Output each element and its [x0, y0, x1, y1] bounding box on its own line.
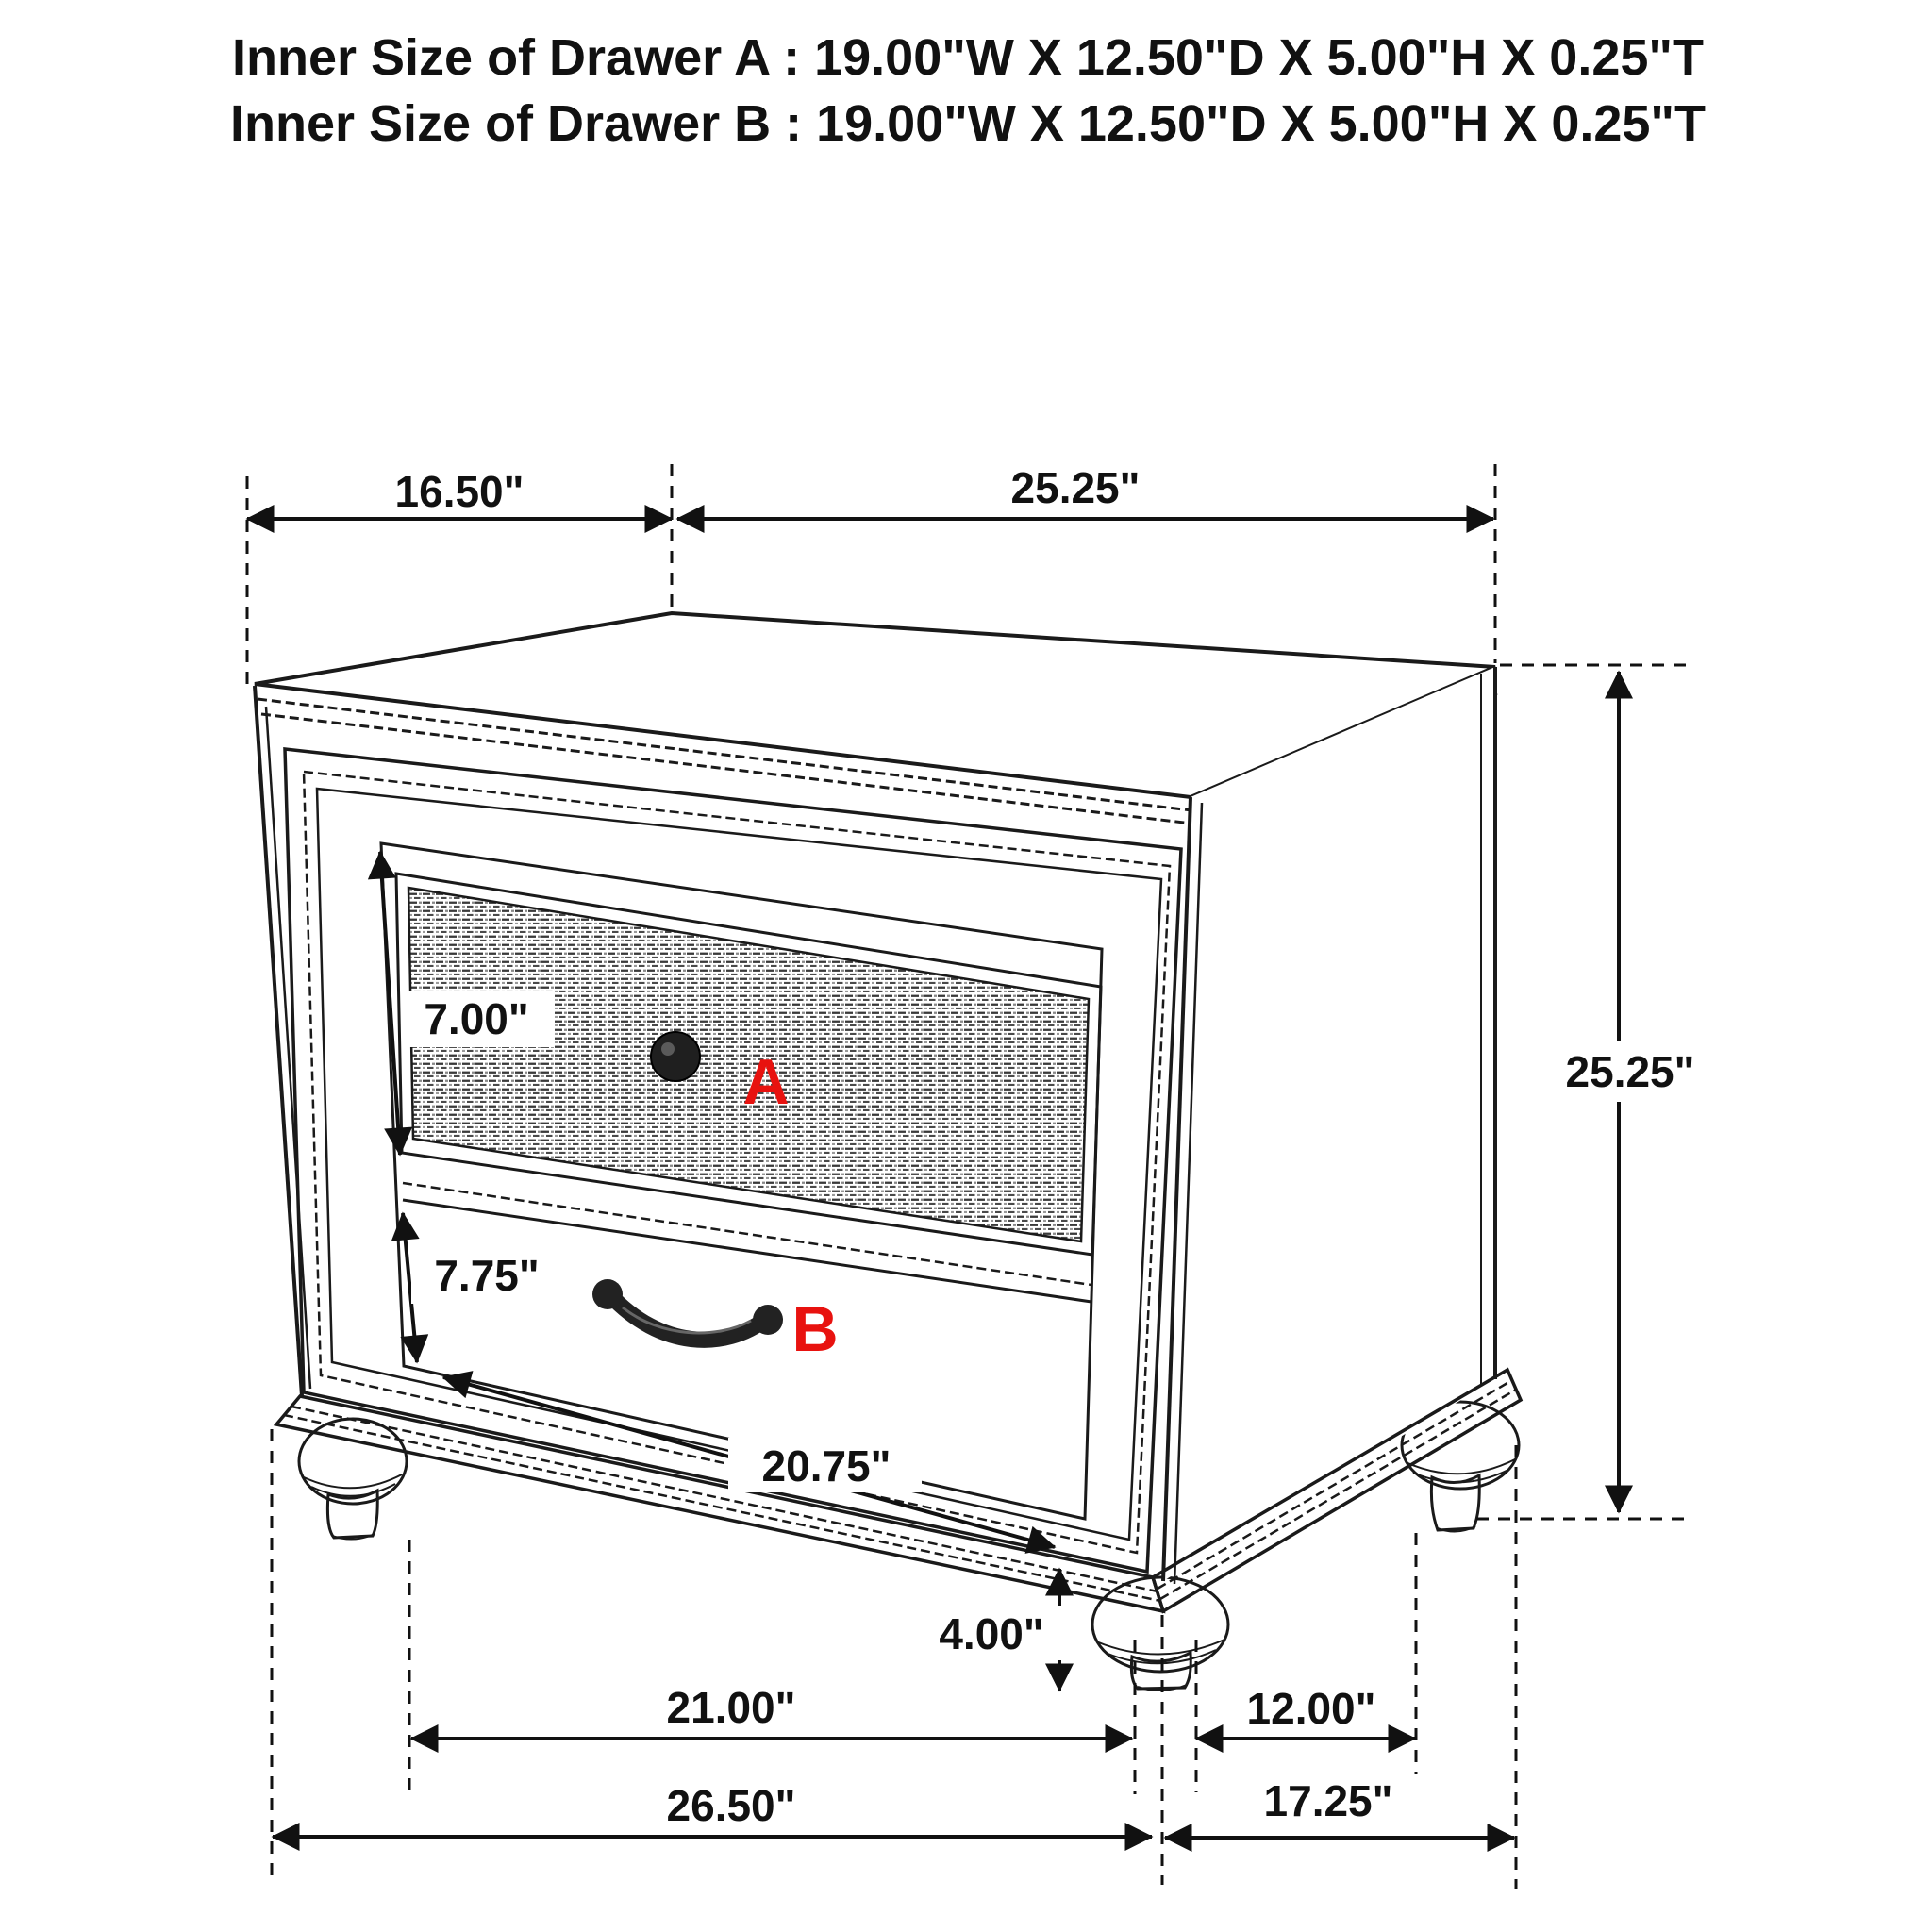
leg-front-left	[299, 1419, 407, 1540]
dim-label-leg-height: 4.00"	[939, 1609, 1044, 1658]
drawer-b-label: B	[791, 1293, 839, 1365]
dim-label-top-left: 16.50"	[394, 467, 525, 516]
dim-label-drawer-b-width: 20.75"	[761, 1441, 891, 1491]
dim-label-bottom-side-inner: 12.00"	[1246, 1684, 1376, 1733]
dim-label-top-right: 25.25"	[1010, 463, 1141, 512]
base-molding-front	[276, 1396, 1163, 1611]
dim-label-drawer-a-height: 7.00"	[424, 994, 529, 1043]
drawer-a-knob-icon	[651, 1032, 700, 1081]
dim-label-drawer-b-height: 7.75"	[434, 1251, 540, 1300]
title-line-1: Inner Size of Drawer A : 19.00"W X 12.50"D X 5.00"H X 0.25"T	[231, 29, 1705, 86]
drawer-a-knob-highlight	[661, 1042, 675, 1056]
leg-front-right	[1092, 1577, 1228, 1690]
dim-label-right-height: 25.25"	[1565, 1047, 1695, 1096]
dim-label-bottom-front-inner: 21.00"	[666, 1683, 796, 1732]
drawer-a-label: A	[742, 1046, 790, 1118]
drawer-b-handle-icon	[592, 1279, 783, 1340]
title-line-2: Inner Size of Drawer B : 19.00"W X 12.50"D X 5.00"H X 0.25"T	[229, 95, 1707, 152]
dim-label-bottom-side-overall: 17.25"	[1263, 1776, 1393, 1825]
dim-label-bottom-front-overall: 26.50"	[666, 1781, 796, 1830]
